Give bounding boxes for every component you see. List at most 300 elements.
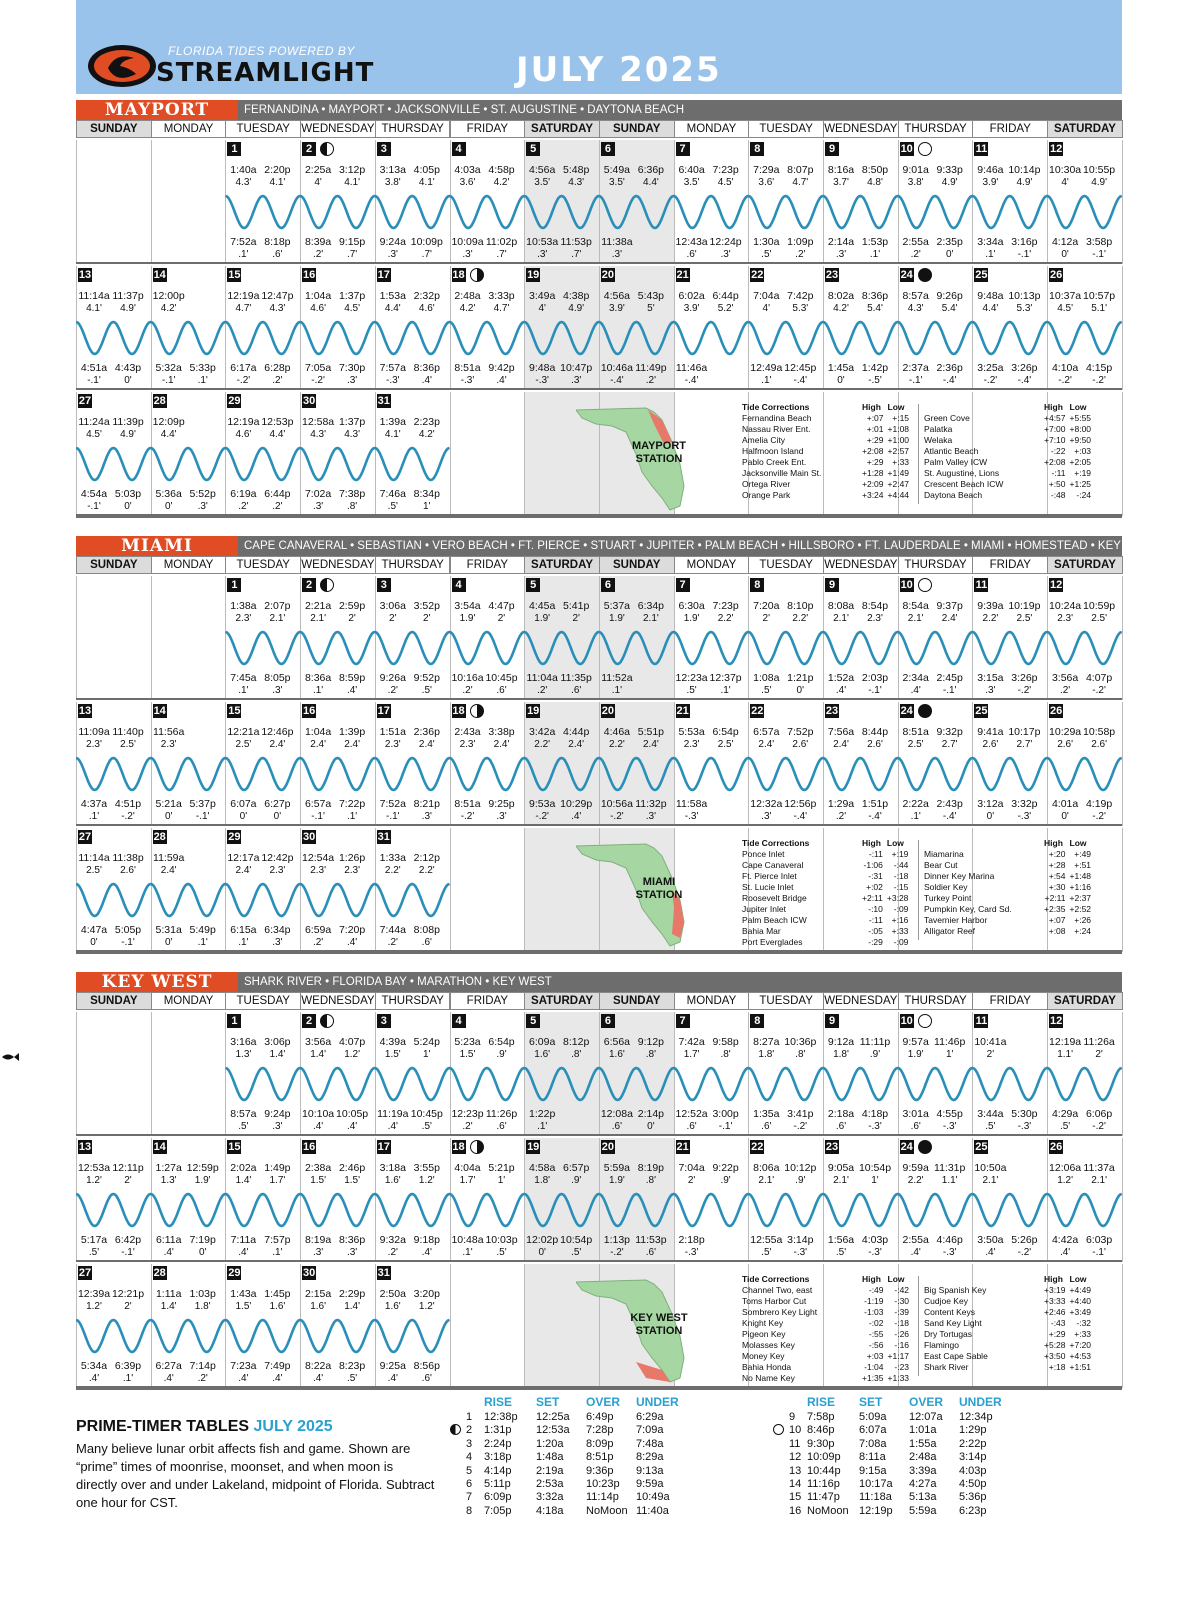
low-tide-time: 8:18p	[264, 236, 291, 248]
correction-row	[922, 904, 1093, 915]
low-tide-height: .6'	[496, 1121, 507, 1132]
correction-row	[740, 1373, 911, 1384]
day-number: 7	[676, 142, 690, 156]
high-tide-time: 2:12p	[413, 852, 440, 864]
high-tide-height: 1.4'	[235, 1175, 252, 1186]
prime-cell: 1:31p	[484, 1424, 512, 1437]
high-tide-height: 2.5'	[1091, 613, 1107, 624]
low-tide-time: 4:07p	[1085, 672, 1113, 684]
day-number: 29	[228, 395, 241, 407]
correction-cell: Alligator Reef	[924, 926, 976, 936]
low-tide-time: 6:28p	[264, 362, 291, 374]
low-tide-height: -.2'	[793, 1121, 808, 1132]
high-tide-height: 3.5'	[608, 177, 625, 188]
low-tide-height: .3'	[387, 249, 398, 260]
low-tide-time: 1:09p	[787, 236, 814, 248]
high-tide-height: 1.7'	[459, 1175, 476, 1186]
low-tide-time: 2:55a	[902, 236, 929, 248]
day-header-wednesday: WEDNESDAY	[300, 556, 376, 574]
tide-wave-line	[76, 322, 1122, 354]
moon-phase-icon	[918, 1140, 932, 1154]
high-tide-height: 3.6'	[758, 177, 775, 188]
low-tide-time: 10:16a	[451, 672, 484, 684]
correction-cell: Toms Harbor Cut	[742, 1296, 807, 1306]
high-tide-height: 1.2'	[344, 1049, 360, 1060]
high-tide-height: 4.6'	[235, 429, 252, 440]
prime-cell: 12:53a	[536, 1424, 570, 1437]
low-tide-time: 11:46a	[675, 362, 708, 374]
prime-cell: 7:28p	[586, 1424, 614, 1437]
day-number: 28	[153, 1267, 166, 1279]
low-tide-height: 0'	[124, 375, 132, 386]
tide-wave-line	[225, 1068, 1121, 1100]
correction-row	[740, 860, 910, 871]
high-tide-time: 10:59p	[1083, 600, 1116, 612]
correction-cell: +1:28	[862, 468, 884, 478]
low-tide-height: -.3'	[793, 1247, 808, 1258]
low-tide-time: 3:12a	[977, 798, 1004, 810]
day-number: 7	[676, 578, 690, 592]
high-tide-time: 3:12p	[338, 164, 366, 176]
correction-cell: +2:05	[1069, 457, 1092, 467]
correction-cell: -:39	[894, 1307, 910, 1317]
prime-cell: 5:11p	[484, 1478, 511, 1490]
corrections-column-header: Low	[1069, 838, 1087, 848]
high-tide-height: .9'	[720, 1175, 731, 1186]
low-tide-height: .5'	[496, 1247, 507, 1258]
day-number: 19	[527, 1141, 540, 1153]
day-number: 24	[900, 1141, 913, 1153]
prime-cell: 2:19a	[536, 1464, 564, 1477]
low-tide-time: 1:35a	[753, 1108, 780, 1120]
high-tide-time: 1:53a	[379, 290, 406, 302]
high-tide-height: 3.8'	[384, 177, 401, 188]
high-tide-time: 4:56a	[603, 290, 631, 302]
high-tide-height: 2'	[572, 613, 580, 624]
low-tide-time: 4:19p	[1085, 798, 1113, 810]
day-number: 3	[377, 142, 391, 156]
prime-cell: 12:19p	[859, 1504, 893, 1517]
high-tide-height: 2.3'	[459, 739, 476, 750]
high-tide-height: 4.4'	[982, 303, 999, 314]
moon-phase-icon	[918, 704, 932, 718]
correction-row	[922, 468, 1093, 479]
correction-cell: +:29	[866, 457, 884, 467]
correction-cell: +:19	[1074, 468, 1092, 478]
low-tide-height: -.4'	[942, 375, 957, 386]
high-tide-height: 4.9'	[120, 303, 136, 314]
high-tide-height: 2.2'	[717, 613, 734, 624]
correction-cell: Daytona Beach	[924, 490, 983, 500]
correction-cell: Money Key	[742, 1351, 785, 1361]
high-tide-height: 1.8'	[194, 1301, 211, 1312]
correction-row	[922, 490, 1093, 501]
correction-row	[922, 849, 1093, 860]
low-tide-height: .6'	[421, 937, 432, 948]
high-tide-time: 12:17a	[227, 852, 260, 864]
high-tide-time: 3:16a	[230, 1036, 257, 1048]
prime-cell: 8:29a	[636, 1451, 664, 1464]
low-tide-height: .2'	[238, 501, 249, 512]
high-tide-time: 11:26a	[1083, 1036, 1115, 1048]
low-tide-height: 0'	[164, 937, 173, 948]
correction-cell: +:20	[1048, 849, 1066, 859]
high-tide-time: 9:33p	[936, 164, 963, 176]
high-tide-height: 2.1'	[907, 613, 924, 624]
correction-cell: +:03	[866, 1351, 884, 1361]
low-tide-height: .4'	[387, 1121, 398, 1132]
correction-cell: Pumpkin Key, Card Sd.	[924, 904, 1012, 914]
correction-cell: +7:00	[1044, 424, 1066, 434]
moon-phase-icon	[773, 1424, 784, 1435]
low-tide-height: .2'	[312, 249, 324, 260]
low-tide-height: .1'	[88, 811, 100, 822]
low-tide-height: .1'	[720, 685, 731, 696]
low-tide-time: 1:45a	[827, 362, 855, 374]
high-tide-height: 4'	[762, 303, 771, 314]
correction-cell: Knight Key	[742, 1318, 784, 1328]
day-header-sunday: SUNDAY	[599, 120, 675, 138]
prime-cell: 1:01a	[909, 1424, 937, 1437]
low-tide-time: 6:27a	[155, 1360, 182, 1372]
high-tide-height: 4.1'	[344, 177, 360, 188]
high-tide-height: 1.3'	[160, 1175, 177, 1186]
high-tide-time: 7:42p	[787, 290, 814, 302]
correction-row	[740, 882, 910, 893]
tide-wave-line	[225, 196, 1121, 228]
correction-cell: +2:11	[862, 893, 883, 903]
prime-cell: 4:03p	[959, 1464, 987, 1477]
correction-row	[922, 871, 1093, 882]
correction-cell: +2:52	[1069, 904, 1092, 914]
low-tide-time: 4:46p	[936, 1234, 963, 1246]
prime-cell: 8:11a	[859, 1451, 886, 1464]
high-tide-height: 4.4'	[642, 177, 659, 188]
high-tide-time: 8:57a	[902, 290, 929, 302]
high-tide-time: 12:42p	[261, 852, 294, 864]
high-tide-time: 1:49p	[264, 1162, 291, 1174]
day-header-monday: MONDAY	[151, 120, 227, 138]
moon-phase-icon	[320, 142, 334, 156]
low-tide-height: .2'	[272, 501, 283, 512]
tide-week-row	[76, 266, 1122, 390]
prime-cell: 1:29p	[959, 1424, 987, 1437]
correction-cell: +2:11	[1044, 893, 1066, 903]
corrections-title	[922, 402, 1042, 413]
low-tide-time: 5:34a	[80, 1360, 108, 1372]
high-tide-time: 6:34p	[637, 600, 665, 612]
low-tide-height: .7'	[496, 249, 507, 260]
correction-cell: +8:00	[1069, 424, 1092, 434]
day-number: 25	[975, 269, 988, 281]
high-tide-height: 2.4'	[235, 865, 252, 876]
correction-row	[740, 457, 911, 468]
correction-cell: -1:19	[864, 1296, 884, 1306]
station-bar	[76, 972, 1122, 992]
corrections-column-header: Low	[1069, 1274, 1087, 1284]
low-tide-time: 11:58a	[675, 798, 708, 810]
moon-phase-icon	[470, 1140, 484, 1154]
correction-cell: -:26	[894, 1329, 910, 1339]
correction-cell: Amelia City	[742, 435, 785, 445]
low-tide-height: .3'	[197, 501, 208, 512]
high-tide-height: 2'	[687, 1175, 696, 1186]
day-number: 27	[78, 831, 92, 843]
low-tide-time: 2:45p	[936, 672, 963, 684]
low-tide-height: .5'	[346, 1373, 358, 1384]
low-tide-height: .4'	[163, 1247, 174, 1258]
prime-cell: 2:22p	[959, 1437, 987, 1450]
day-number: 20	[601, 269, 615, 281]
low-tide-height: -.2'	[1092, 811, 1106, 822]
high-tide-time: 10:50a	[974, 1162, 1007, 1174]
prime-cell: 3:39a	[909, 1464, 937, 1477]
high-tide-time: 3:56a	[304, 1036, 332, 1048]
low-tide-time: 8:36p	[338, 1234, 366, 1246]
low-tide-height: .1'	[537, 1121, 548, 1132]
high-tide-height: 5.3'	[792, 303, 809, 314]
low-tide-time: 6:42p	[114, 1234, 142, 1246]
high-tide-time: 7:42a	[678, 1036, 705, 1048]
correction-cell: +1:16	[1069, 882, 1092, 892]
correction-cell: +:51	[1074, 860, 1092, 870]
high-tide-height: 1.2'	[86, 1301, 102, 1312]
high-tide-height: 3.8'	[907, 177, 924, 188]
low-tide-height: -.2'	[311, 375, 325, 386]
high-tide-height: 2.4'	[160, 865, 177, 876]
day-number: 18	[452, 269, 465, 281]
correction-row	[922, 893, 1093, 904]
day-number: 8	[750, 1014, 764, 1028]
high-tide-time: 10:13p	[1008, 290, 1041, 302]
high-tide-time: 7:20a	[753, 600, 780, 612]
low-tide-height: .4'	[346, 685, 358, 696]
low-tide-height: -.1'	[121, 937, 135, 948]
low-tide-time: 4:01a	[1051, 798, 1079, 810]
high-tide-time: 4:45a	[529, 600, 556, 612]
day-header-friday: FRIDAY	[450, 120, 526, 138]
correction-cell: +:08	[1048, 926, 1066, 936]
high-tide-time: 1:39a	[379, 416, 406, 428]
high-tide-time: 4:58a	[529, 1162, 556, 1174]
low-tide-time: 11:52a	[601, 672, 633, 684]
low-tide-height: -.2'	[983, 375, 998, 386]
high-tide-time: 6:09a	[529, 1036, 556, 1048]
day-header-saturday: SATURDAY	[1047, 120, 1123, 138]
high-tide-time: 9:26p	[936, 290, 963, 302]
correction-cell: +4:40	[1069, 1296, 1092, 1306]
day-header-row	[76, 556, 1122, 574]
prime-cell: 6:23p	[959, 1504, 987, 1517]
prime-column-header: RISE	[807, 1395, 836, 1409]
high-tide-time: 12:53a	[77, 1162, 111, 1174]
correction-cell: Palm Beach ICW	[742, 915, 807, 925]
low-tide-time: 7:11a	[230, 1234, 257, 1246]
station-bottom-line	[76, 952, 1122, 954]
high-tide-time: 8:16a	[827, 164, 855, 176]
row-separator	[76, 1134, 1122, 1136]
low-tide-time: 4:37a	[80, 798, 108, 810]
low-tide-time: 7:45a	[230, 672, 257, 684]
corrections-title	[922, 838, 1042, 849]
high-tide-time: 9:05a	[827, 1162, 855, 1174]
correction-cell: Cape Canaveral	[742, 860, 804, 870]
low-tide-time: 7:22p	[338, 798, 366, 810]
corrections-divider	[918, 840, 919, 940]
high-tide-time: 3:20p	[413, 1288, 440, 1300]
high-tide-time: 6:36p	[637, 164, 665, 176]
low-tide-time: 6:06p	[1085, 1108, 1113, 1120]
day-number: 26	[1049, 269, 1063, 281]
high-tide-height: 2.6'	[982, 739, 999, 750]
day-number: 23	[825, 705, 839, 717]
correction-cell: +3:24	[862, 490, 884, 500]
high-tide-time: 1:45p	[264, 1288, 291, 1300]
correction-row	[922, 1340, 1093, 1351]
fish-icon	[0, 1052, 20, 1062]
prime-cell: 7:58p	[807, 1411, 835, 1423]
prime-cell: 11:47p	[807, 1491, 840, 1504]
high-tide-height: 1'	[423, 1049, 431, 1060]
low-tide-height: .5'	[761, 1247, 772, 1258]
high-tide-height: 2.3'	[235, 613, 252, 624]
day-number: 2	[302, 578, 316, 592]
correction-cell: Bahia Mar	[742, 926, 781, 936]
low-tide-height: -.1'	[942, 685, 957, 696]
low-tide-height: .2'	[462, 1121, 473, 1132]
high-tide-time: 12:21p	[111, 1288, 145, 1300]
tide-week-row	[76, 1138, 1122, 1262]
day-number: 2	[302, 1014, 316, 1028]
high-tide-height: 2'	[1095, 1049, 1103, 1060]
high-tide-height: 2.2'	[907, 1175, 924, 1186]
low-tide-time: 3:34a	[977, 236, 1004, 248]
prime-cell: 12:38p	[484, 1411, 518, 1423]
day-number: 20	[601, 1141, 615, 1153]
low-tide-time: 8:08p	[413, 924, 440, 936]
correction-cell: Pablo Creek Ent.	[742, 457, 807, 467]
correction-cell: +:33	[892, 457, 910, 467]
low-tide-time: 4:55p	[936, 1108, 963, 1120]
low-tide-height: .3'	[421, 811, 432, 822]
day-number: 1	[227, 142, 241, 156]
high-tide-time: 7:04a	[678, 1162, 705, 1174]
low-tide-height: -.3'	[1017, 1121, 1032, 1132]
prime-cell: 9:15a	[859, 1464, 887, 1477]
day-number: 16	[302, 269, 316, 281]
low-tide-height: .5'	[761, 249, 772, 260]
high-tide-time: 12:09p	[152, 416, 185, 428]
low-tide-height: 0'	[90, 937, 98, 948]
correction-row	[740, 424, 911, 435]
low-tide-height: .5'	[761, 685, 772, 696]
high-tide-time: 9:37p	[936, 600, 963, 612]
day-header-tuesday: TUESDAY	[748, 556, 824, 574]
tide-corrections-table	[922, 838, 1093, 937]
high-tide-time: 7:29a	[753, 164, 780, 176]
low-tide-time: 1:51p	[861, 798, 889, 810]
high-tide-time: 11:09a	[78, 726, 110, 738]
day-number: 12	[1049, 579, 1063, 591]
low-tide-time: 2:22a	[902, 798, 929, 810]
map-station-label: STATION	[635, 889, 683, 901]
high-tide-time: 5:51p	[637, 726, 665, 738]
day-header-row	[76, 992, 1122, 1010]
high-tide-height: 2.1'	[982, 1175, 999, 1186]
correction-row	[922, 479, 1093, 490]
correction-cell: +3:28	[886, 893, 909, 903]
low-tide-time: 7:38p	[338, 488, 366, 500]
high-tide-height: 5'	[647, 303, 655, 314]
high-tide-height: 2.1'	[833, 1175, 849, 1186]
prime-timer-table	[779, 1396, 1069, 1526]
correction-row	[922, 915, 1093, 926]
correction-row	[740, 1296, 911, 1307]
correction-cell: Halfmoon Island	[742, 446, 804, 456]
correction-cell: +1:33	[887, 1373, 910, 1383]
correction-cell: -:15	[893, 882, 909, 892]
correction-row	[740, 926, 910, 937]
low-tide-height: -.3'	[684, 1247, 699, 1258]
high-tide-height: 1.4'	[269, 1049, 286, 1060]
low-tide-time: 2:37a	[902, 362, 929, 374]
prime-column-header: UNDER	[636, 1395, 679, 1409]
high-tide-height: 1.9'	[608, 613, 625, 624]
prime-cell: 5:09a	[859, 1411, 887, 1423]
day-number: 27	[78, 395, 92, 407]
low-tide-height: .2'	[312, 937, 324, 948]
low-tide-height: .1'	[346, 811, 358, 822]
low-tide-time: 4:18p	[861, 1108, 889, 1120]
high-tide-time: 9:59a	[902, 1162, 929, 1174]
correction-cell: -:09	[893, 904, 909, 914]
high-tide-time: 9:57a	[902, 1036, 929, 1048]
high-tide-time: 10:54p	[858, 1162, 892, 1174]
low-tide-time: 12:37p	[709, 672, 742, 684]
high-tide-time: 2:46p	[338, 1162, 366, 1174]
high-tide-height: 2.1'	[833, 613, 849, 624]
correction-cell: +7:10	[1044, 435, 1066, 445]
high-tide-time: 2:38a	[304, 1162, 332, 1174]
prime-cell: 11:14p	[586, 1491, 619, 1504]
day-number: 25	[975, 705, 988, 717]
correction-cell: Welaka	[924, 435, 953, 445]
low-tide-height: .3'	[571, 375, 582, 386]
day-header-friday: FRIDAY	[972, 992, 1048, 1010]
high-tide-height: 4.2'	[160, 303, 177, 314]
high-tide-time: 11:46p	[934, 1036, 966, 1048]
moon-phase-icon	[918, 1014, 932, 1028]
moon-phase-icon	[450, 1424, 461, 1435]
correction-cell: +4:44	[887, 490, 910, 500]
day-header-thursday: THURSDAY	[898, 120, 974, 138]
high-tide-time: 12:39a	[77, 1288, 111, 1300]
high-tide-time: 2:23p	[413, 416, 440, 428]
correction-cell: Fernandina Beach	[742, 413, 812, 423]
tide-wave-line	[76, 448, 450, 480]
low-tide-time: 11:02p	[485, 236, 518, 248]
low-tide-height: -.2'	[460, 811, 475, 822]
correction-row	[740, 468, 911, 479]
correction-row	[740, 1351, 911, 1362]
high-tide-time: 12:19a	[227, 290, 260, 302]
low-tide-time: 9:15p	[338, 236, 366, 248]
high-tide-time: 11:56a	[153, 726, 185, 738]
low-tide-time: 11:49p	[635, 362, 667, 374]
low-tide-time: 7:52a	[230, 236, 257, 248]
low-tide-time: 5:52p	[189, 488, 216, 500]
high-tide-time: 7:04a	[753, 290, 780, 302]
